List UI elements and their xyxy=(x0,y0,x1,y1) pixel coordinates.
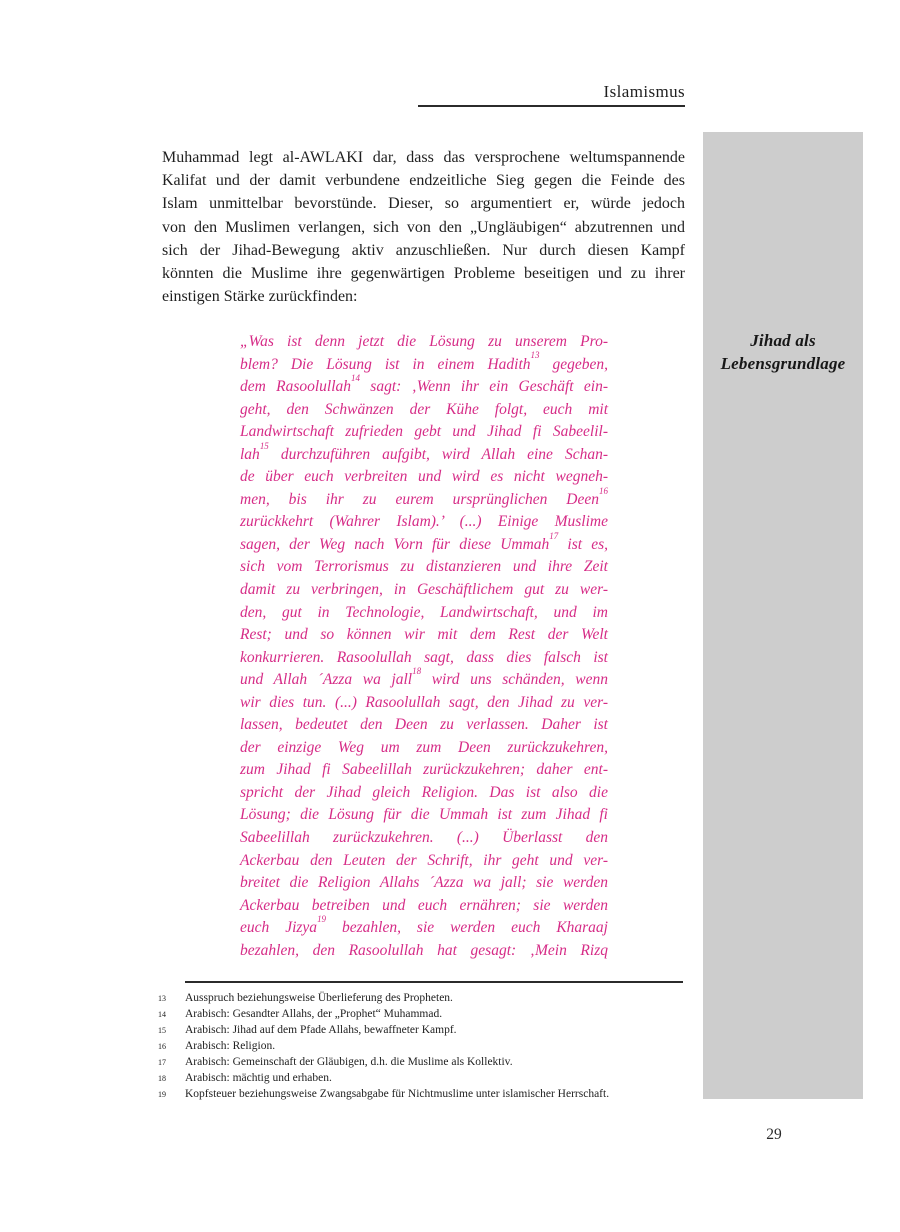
footnotes xyxy=(158,990,688,1102)
footnote-ref: 16 xyxy=(599,485,608,496)
quote-line: lassen, bedeutet den Deen zu verlassen. Daher ist xyxy=(240,716,608,734)
footnote xyxy=(158,1038,688,1054)
block-quote xyxy=(240,331,608,962)
header-rule xyxy=(418,105,685,107)
body-line: Kalifat und der damit verbundene endzeitliche Sieg gegen die Feinde des xyxy=(162,172,685,190)
footnote xyxy=(158,1022,688,1038)
body-line: sich der Jihad-Bewegung aktiv anzuschließen. Nur durch diesen Kampf xyxy=(162,241,685,259)
margin-note-line2: Lebensgrundlage xyxy=(720,353,846,373)
body-line: von den Muslimen verlangen, sich von den „Ungläubigen“ abzutrennen und xyxy=(162,218,685,236)
quote-line: Landwirtschaft zufrieden gebt und Jihad fi Sabeelil- xyxy=(240,423,608,441)
footnote-number: 13 xyxy=(158,994,166,1003)
quote-line: Sabeelillah zurückzukehren. (...) Überlasst den xyxy=(240,829,608,847)
body-line: könnten die Muslime ihre gegenwärtigen Probleme beseitigen und zu ihrer xyxy=(162,264,685,282)
footnote-text: Arabisch: Gesandter Allahs, der „Prophet“ Muhammad. xyxy=(185,1008,443,1020)
footnote xyxy=(158,1006,688,1022)
quote-line: zurückkehrt (Wahrer Islam).’ (...) Einige Muslime xyxy=(240,513,608,531)
body-paragraph xyxy=(162,146,685,308)
quote-line: der einzige Weg um zum Deen zurückzukehren, xyxy=(240,738,608,756)
footnote-text: Kopfsteuer beziehungsweise Zwangsabgabe für Nichtmuslime unter islamischer Herrschaft. xyxy=(185,1088,610,1100)
footnote-text: Arabisch: Religion. xyxy=(185,1040,276,1052)
margin-note-line1: Jihad als xyxy=(750,331,816,350)
footnote-ref: 13 xyxy=(530,350,540,361)
footnote xyxy=(158,990,688,1006)
footnote-rule xyxy=(185,981,683,983)
footnote-number: 16 xyxy=(158,1042,166,1051)
quote-line: konkurrieren. Rasoolullah sagt, dass dies falsch ist xyxy=(240,648,608,666)
footnote-number: 17 xyxy=(158,1058,166,1067)
quote-line: spricht der Jihad gleich Religion. Das ist also die xyxy=(240,783,608,801)
quote-line: dem Rasoolullah$^{14}$ sagt: ‚Wenn ihr ein Geschäft ein- xyxy=(240,372,608,396)
footnote-number: 19 xyxy=(158,1090,166,1099)
quote-line: Ackerbau den Leuten der Schrift, ihr geht und ver- xyxy=(240,851,608,869)
footnote-ref: 18 xyxy=(412,666,422,677)
quote-line: sich vom Terrorismus zu distanzieren und ihre Zeit xyxy=(240,558,608,576)
quote-line: de über euch verbreiten und wird es nicht wegneh- xyxy=(240,468,608,486)
quote-line: wir dies tun. (...) Rasoolullah sagt, den Jihad zu ver- xyxy=(240,693,608,711)
quote-line: blem? Die Lösung ist in einem Hadith$^{13}$ gegeben, xyxy=(240,350,609,373)
footnote-ref: 19 xyxy=(317,914,327,925)
quote-line: Ackerbau betreiben und euch ernähren; sie werden xyxy=(240,896,608,914)
footnote-number: 14 xyxy=(158,1010,166,1019)
quote-line: zum Jihad fi Sabeelillah zurückzukehren; daher ent- xyxy=(240,761,608,779)
footnote-ref: 14 xyxy=(351,372,361,383)
footnote-text: Arabisch: Gemeinschaft der Gläubigen, d.h. die Muslime als Kollektiv. xyxy=(185,1056,513,1068)
quote-line: damit zu verbringen, in Geschäftlichem gut zu wer- xyxy=(240,581,608,599)
quote-line: euch Jizya$^{19}$ bezahlen, sie werden euch Kharaaj xyxy=(240,914,608,937)
quote-line: und Allah ´Azza wa jall$^{18}$ wird uns schänden, wenn xyxy=(240,666,608,689)
quote-line: bezahlen, den Rasoolullah hat gesagt: ‚Mein Rizq xyxy=(240,941,608,959)
footnote-text: Arabisch: mächtig und erhaben. xyxy=(185,1072,332,1084)
quote-line: geht, den Schwänzen der Kühe folgt, euch mit xyxy=(240,400,608,418)
page-number: 29 xyxy=(766,1126,782,1143)
body-line: Islam unmittelbar bevorstünde. Dieser, so argumentiert er, würde jedoch xyxy=(162,195,685,213)
footnote-text: Arabisch: Jihad auf dem Pfade Allahs, bewaffneter Kampf. xyxy=(185,1024,457,1036)
quote-line: Rest; und so können wir mit dem Rest der Welt xyxy=(240,626,608,644)
footnote xyxy=(158,1054,688,1070)
quote-line: sagen, der Weg nach Vorn für diese Ummah$^{17}$ ist es, xyxy=(240,530,608,553)
body-line: einstigen Stärke zurückfinden: xyxy=(162,288,358,306)
quote-line: lah$^{15}$ durchzuführen aufgibt, wird Allah eine Schan- xyxy=(240,440,608,463)
running-header-title: Islamismus xyxy=(603,82,685,101)
margin-panel xyxy=(703,132,863,1099)
quote-line: den, gut in Technologie, Landwirtschaft, und im xyxy=(240,603,608,621)
footnote-ref: 15 xyxy=(259,440,269,451)
body-line: Muhammad legt al-AWLAKI dar, dass das versprochene weltumspannende xyxy=(162,149,685,166)
quote-line: men, bis ihr zu eurem ursprünglichen Deen$^{16}$ xyxy=(240,485,608,508)
quote-line: breitet die Religion Allahs ´Azza wa jall; sie werden xyxy=(240,874,608,892)
footnote-text: Ausspruch beziehungsweise Überlieferung des Propheten. xyxy=(185,992,453,1004)
footnote-number: 15 xyxy=(158,1026,166,1035)
margin-note xyxy=(703,330,863,375)
quote-line: „Was ist denn jetzt die Lösung zu unserem Pro- xyxy=(240,333,608,350)
footnote xyxy=(158,1086,688,1102)
footnote-ref: 17 xyxy=(549,530,559,541)
quote-line: Lösung; die Lösung für die Ummah ist zum Jihad fi xyxy=(240,806,608,824)
footnote xyxy=(158,1070,688,1086)
footnote-number: 18 xyxy=(158,1074,166,1083)
